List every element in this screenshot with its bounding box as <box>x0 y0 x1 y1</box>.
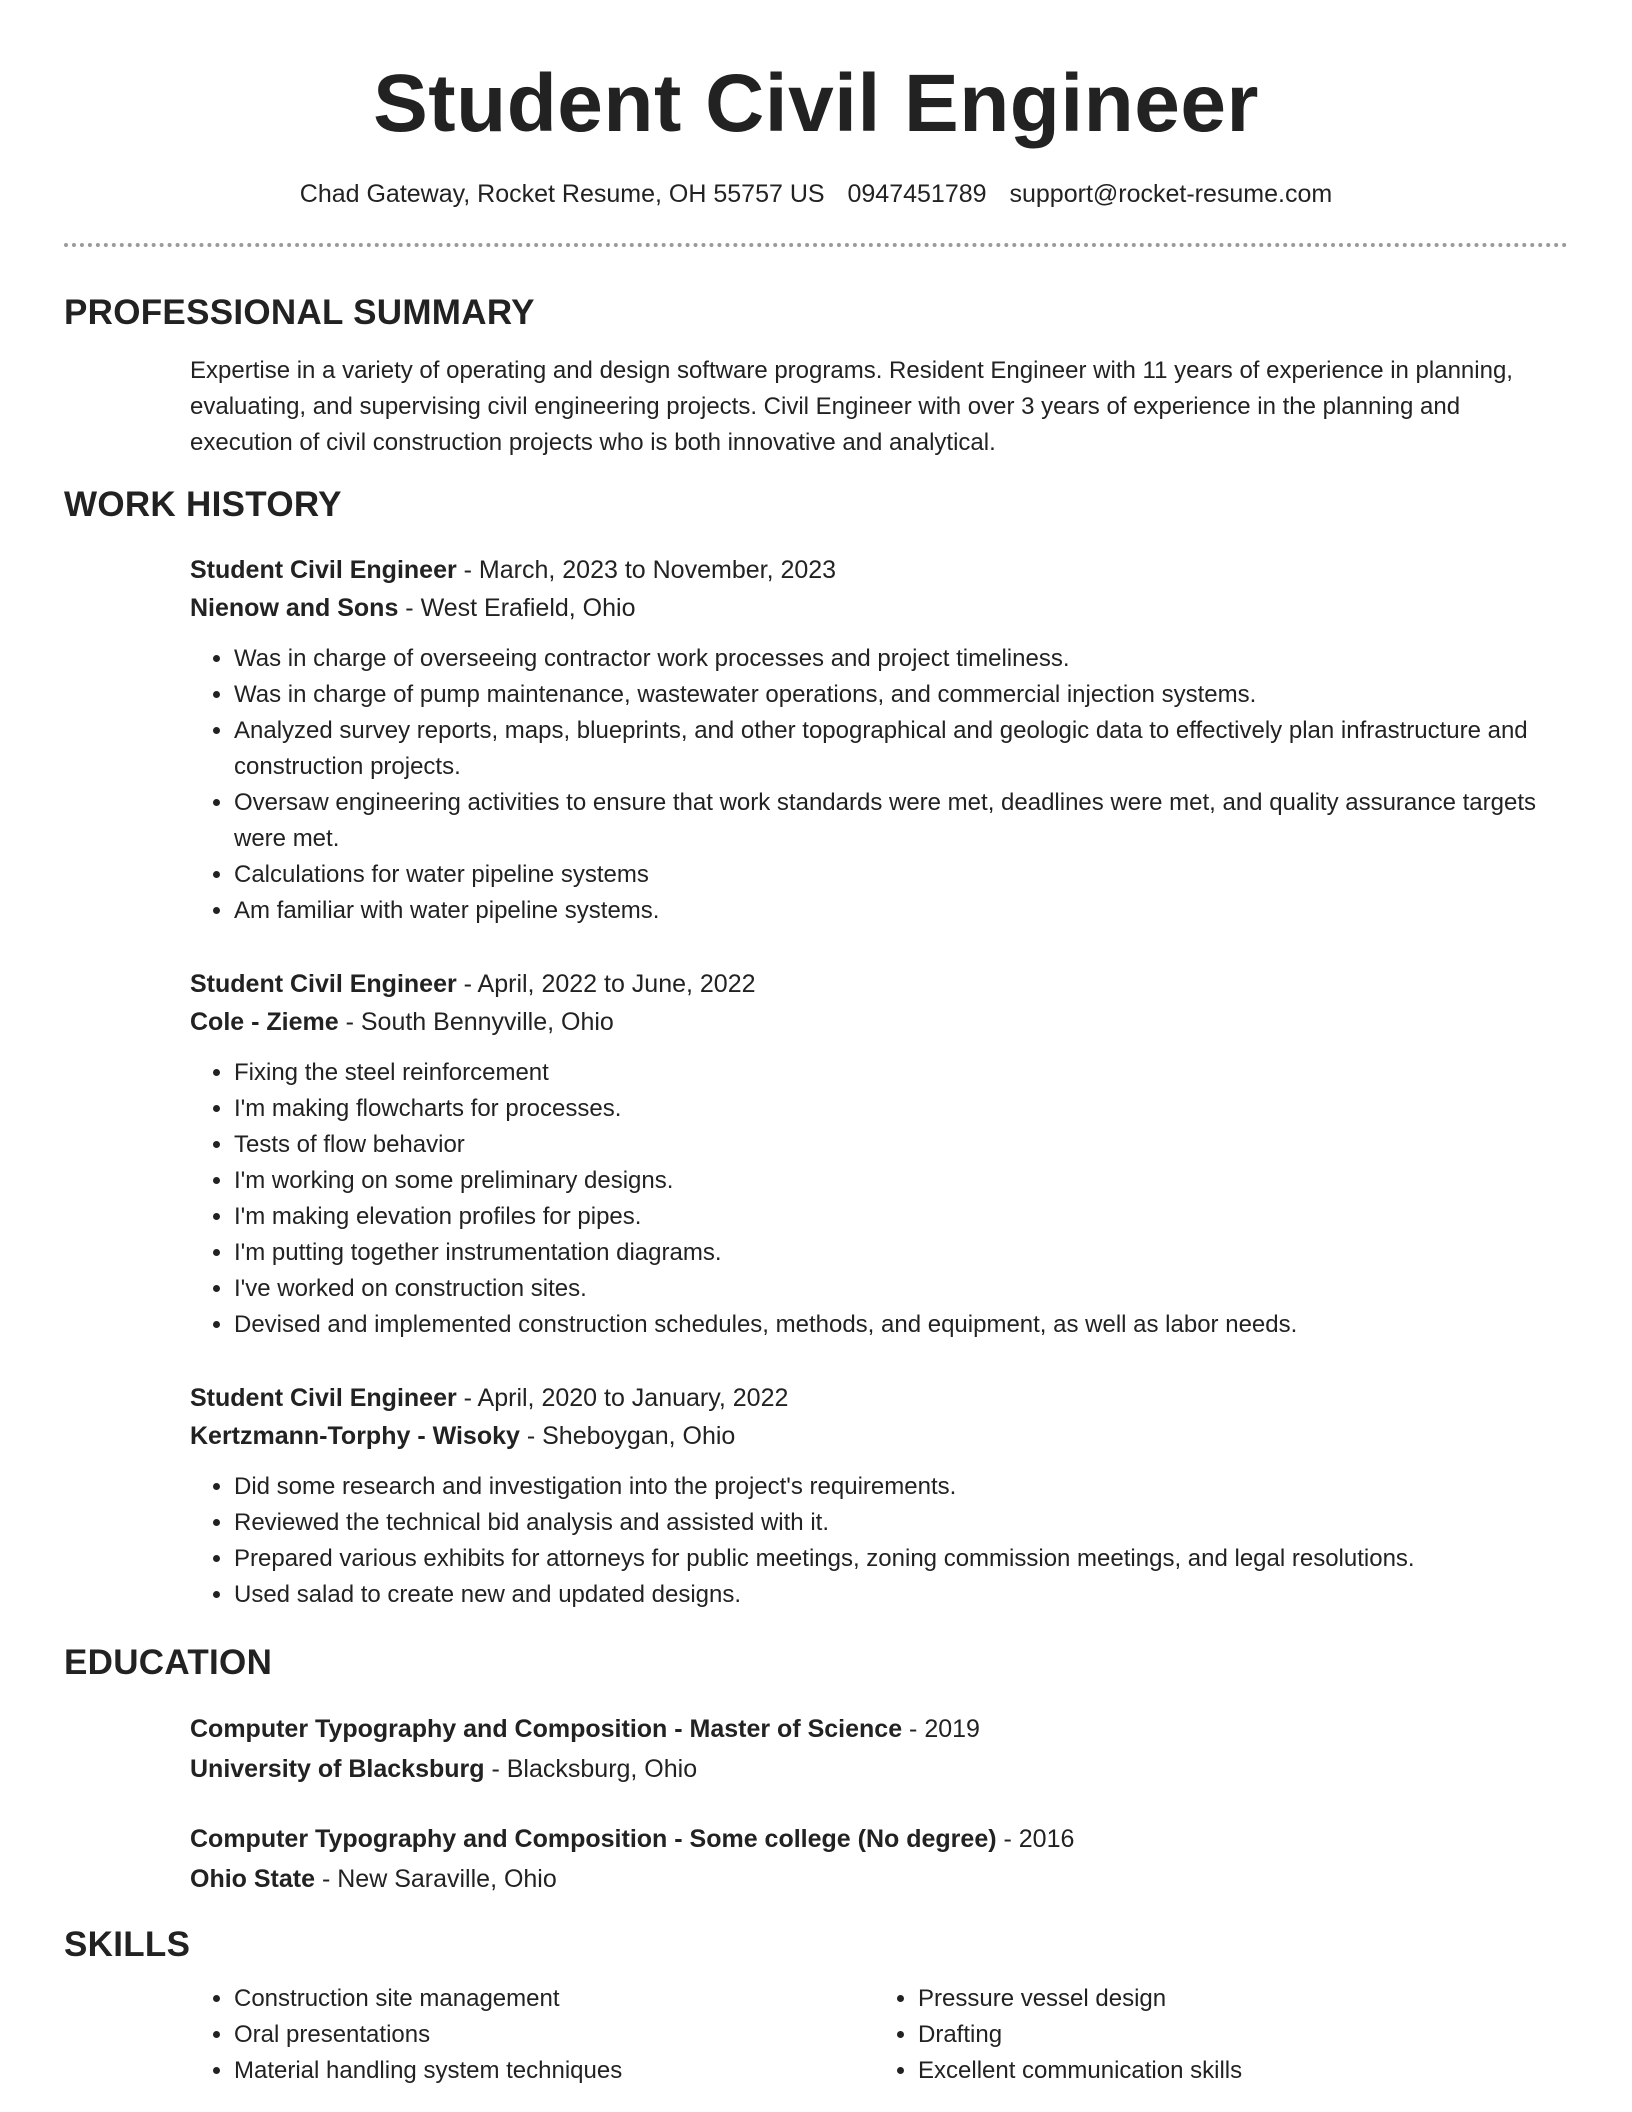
job-entry <box>190 551 1558 929</box>
skills-columns <box>190 1981 1558 2089</box>
degree-name: Computer Typography and Composition - Some college (No degree) <box>190 1825 997 1853</box>
job-entry <box>190 1379 1558 1613</box>
job-dates: - March, 2023 to November, 2023 <box>456 556 837 584</box>
job-duties <box>190 641 1558 929</box>
summary-section <box>0 291 1632 461</box>
degree-year: - 2019 <box>902 1715 980 1743</box>
job-role: Student Civil Engineer <box>190 1384 457 1412</box>
job-title-line <box>190 1379 1558 1417</box>
job-location: - Sheboygan, Ohio <box>519 1422 736 1450</box>
education-entry <box>190 1709 1558 1789</box>
list-item: • I've worked on construction sites. <box>234 1271 1558 1307</box>
list-item: • Calculations for water pipeline systems <box>234 857 1558 893</box>
degree-line <box>190 1819 1558 1859</box>
job-entry <box>190 965 1558 1343</box>
education-entry <box>190 1819 1558 1899</box>
skills-list-left <box>190 1981 874 2089</box>
job-dates: - April, 2022 to June, 2022 <box>456 970 756 998</box>
job-company: Nienow and Sons <box>190 594 399 622</box>
job-duties <box>190 1469 1558 1613</box>
list-item: • Prepared various exhibits for attorneys for public meetings, zoning commission meetings, and legal resolutions. <box>234 1541 1558 1577</box>
school-name: University of Blacksburg <box>190 1755 485 1783</box>
list-item: • I'm working on some preliminary designs. <box>234 1163 1558 1199</box>
skills-list-right <box>874 1981 1558 2089</box>
list-item: • Analyzed survey reports, maps, blueprints, and other topographical and geologic data to effectively plan infrastructure and construction projects. <box>234 713 1558 785</box>
contact-line <box>0 178 1632 210</box>
job-duties <box>190 1055 1558 1343</box>
school-location: - Blacksburg, Ohio <box>484 1755 698 1783</box>
job-company-line <box>190 1003 1558 1041</box>
job-location: - West Erafield, Ohio <box>398 594 636 622</box>
school-location: - New Saraville, Ohio <box>315 1865 557 1893</box>
school-name: Ohio State <box>190 1865 316 1893</box>
degree-line <box>190 1709 1558 1749</box>
contact-address: Chad Gateway, Rocket Resume, OH 55757 US <box>299 180 825 208</box>
list-item: • Am familiar with water pipeline systems. <box>234 893 1558 929</box>
list-item: • Pressure vessel design <box>918 1981 1558 2017</box>
job-location: - South Bennyville, Ohio <box>338 1008 614 1036</box>
list-item: • Oversaw engineering activities to ensure that work standards were met, deadlines were met, and quality assurance targets were met. <box>234 785 1558 857</box>
list-item: • Excellent communication skills <box>918 2053 1558 2089</box>
education-section <box>0 1641 1632 1899</box>
list-item: • Oral presentations <box>234 2017 874 2053</box>
list-item: • Devised and implemented construction schedules, methods, and equipment, as well as labor needs. <box>234 1307 1558 1343</box>
summary-heading: PROFESSIONAL SUMMARY <box>64 293 535 332</box>
summary-text: Expertise in a variety of operating and design software programs. Resident Engineer with 11 years of experience in planning, evaluating, and supervising civil engineering projects. Civil Engineer with over 3 years of experience in the planning and execution of civil construction projects who is both innovative and analytical. <box>190 357 1513 456</box>
job-company-line <box>190 1417 1558 1455</box>
list-item: • Was in charge of overseeing contractor work processes and project timeliness. <box>234 641 1558 677</box>
list-item: • Fixing the steel reinforcement <box>234 1055 1558 1091</box>
list-item: • I'm making elevation profiles for pipes. <box>234 1199 1558 1235</box>
skills-section <box>0 1923 1632 2089</box>
list-item: • I'm making flowcharts for processes. <box>234 1091 1558 1127</box>
list-item: • Used salad to create new and updated designs. <box>234 1577 1558 1613</box>
job-role: Student Civil Engineer <box>190 970 457 998</box>
resume-header <box>0 0 1632 210</box>
work-heading: WORK HISTORY <box>64 485 342 524</box>
job-role: Student Civil Engineer <box>190 556 457 584</box>
work-section <box>0 483 1632 1613</box>
header-divider <box>64 243 1568 247</box>
job-company: Kertzmann-Torphy - Wisoky <box>190 1422 520 1450</box>
education-heading: EDUCATION <box>64 1643 273 1682</box>
list-item: • I'm putting together instrumentation diagrams. <box>234 1235 1558 1271</box>
contact-phone: 0947451789 <box>847 180 987 208</box>
list-item: • Did some research and investigation into the project's requirements. <box>234 1469 1558 1505</box>
contact-email: support@rocket-resume.com <box>1009 180 1333 208</box>
skills-heading: SKILLS <box>64 1925 191 1964</box>
school-line <box>190 1859 1558 1899</box>
job-title-line <box>190 551 1558 589</box>
list-item: • Drafting <box>918 2017 1558 2053</box>
list-item: • Was in charge of pump maintenance, wastewater operations, and commercial injection systems. <box>234 677 1558 713</box>
list-item: • Reviewed the technical bid analysis and assisted with it. <box>234 1505 1558 1541</box>
candidate-name: Student Civil Engineer <box>373 58 1259 149</box>
degree-year: - 2016 <box>996 1825 1075 1853</box>
list-item: • Tests of flow behavior <box>234 1127 1558 1163</box>
school-line <box>190 1749 1558 1789</box>
degree-name: Computer Typography and Composition - Master of Science <box>190 1715 903 1743</box>
job-company: Cole - Zieme <box>190 1008 339 1036</box>
list-item: • Material handling system techniques <box>234 2053 874 2089</box>
job-dates: - April, 2020 to January, 2022 <box>456 1384 789 1412</box>
job-title-line <box>190 965 1558 1003</box>
job-company-line <box>190 589 1558 627</box>
list-item: • Construction site management <box>234 1981 874 2017</box>
